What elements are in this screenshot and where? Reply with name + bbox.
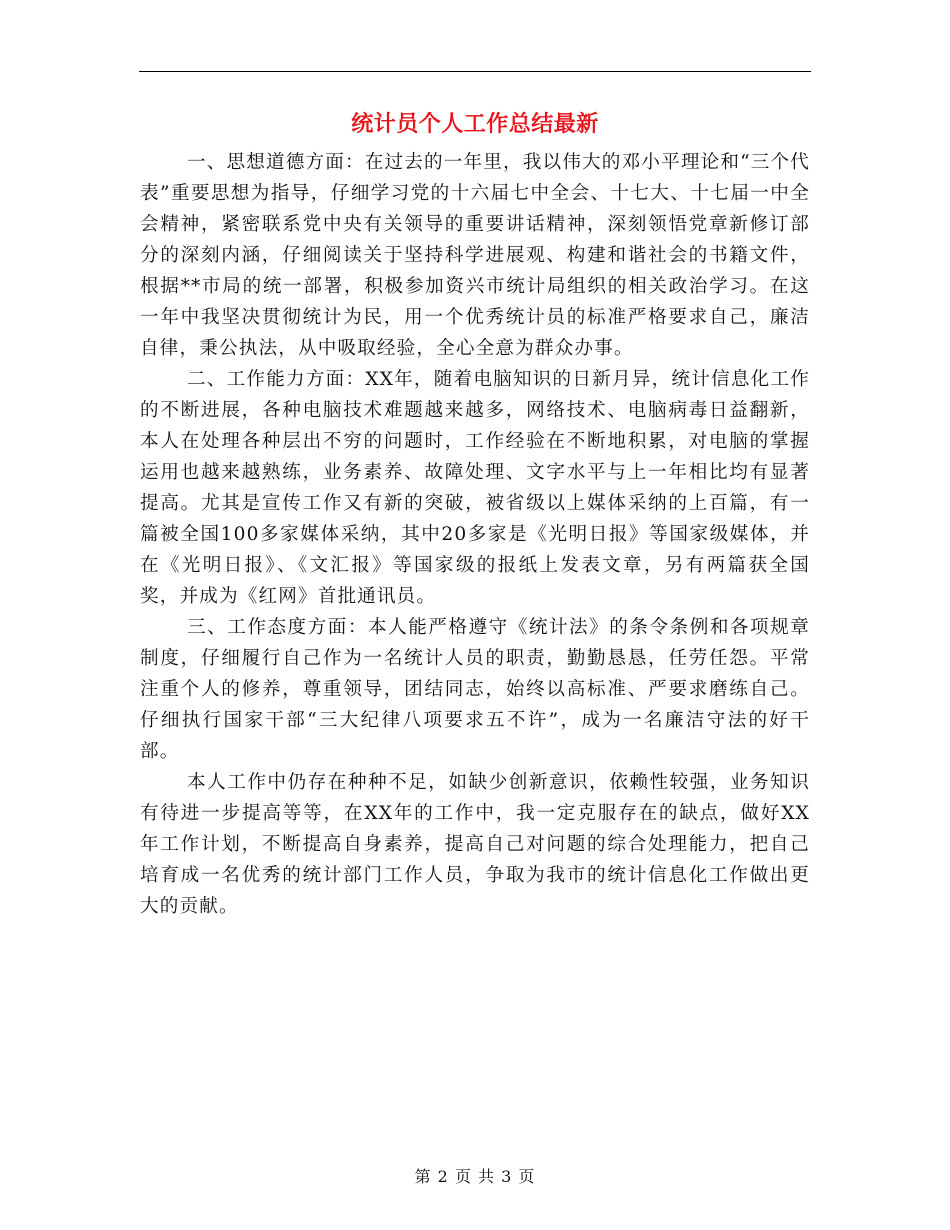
page-number: 第 2 页 共 3 页	[414, 1167, 536, 1186]
paragraph-attitude: 三、工作态度方面：本人能严格遵守《统计法》的条令条例和各项规章制度，仔细履行自己作为一名统计人员的职责，勤勤恳恳，任劳任怨。平常注重个人的修养，尊重领导，团结同志，始终以高标准、严要求磨练自己。仔细执行国家干部“三大纪律八项要求五不许”，成为一名廉洁守法的好干部。	[140, 617, 810, 762]
paragraph-moral: 一、思想道德方面：在过去的一年里，我以伟大的邓小平理论和“三个代表”重要思想为指导，仔细学习党的十六届七中全会、十七大、十七届一中全会精神，紧密联系党中央有关领导的重要讲话精神，深刻领悟党章新修订部分的深刻内涵，仔细阅读关于坚持科学进展观、构建和谐社会的书籍文件，根据**市局的统一部署，积极参加资兴市统计局组织的相关政治学习。在这一年中我坚决贯彻统计为民，用一个优秀统计员的标准严格要求自己，廉洁自律，秉公执法，从中吸取经验，全心全意为群众办事。	[140, 152, 810, 359]
document-title: 统计员个人工作总结最新	[351, 112, 599, 137]
paragraph-ability: 二、工作能力方面：XX年，随着电脑知识的日新月异，统计信息化工作的不断进展，各种电脑技术难题越来越多，网络技术、电脑病毒日益翻新，本人在处理各种层出不穷的问题时，工作经验在不断地积累，对电脑的掌握运用也越来越熟练，业务素养、故障处理、文字水平与上一年相比均有显著提高。尤其是宣传工作又有新的突破，被省级以上媒体采纳的上百篇，有一篇被全国100多家媒体采纳，其中20多家是《光明日报》等国家级媒体，并在《光明日报》、《文汇报》等国家级的报纸上发表文章，另有两篇获全国奖，并成为《红网》首批通讯员。	[140, 369, 810, 607]
paragraph-shortcomings: 本人工作中仍存在种种不足，如缺少创新意识，依赖性较强，业务知识有待进一步提高等等，在XX年的工作中，我一定克服存在的缺点，做好XX 年工作计划，不断提高自身素养，提高自己对问题的综合处理能力，把自己培育成一名优秀的统计部门工作人员，争取为我市的统计信息化工作做出更大的贡献。	[140, 772, 810, 917]
header-rule	[139, 71, 811, 72]
document-body	[140, 147, 810, 922]
